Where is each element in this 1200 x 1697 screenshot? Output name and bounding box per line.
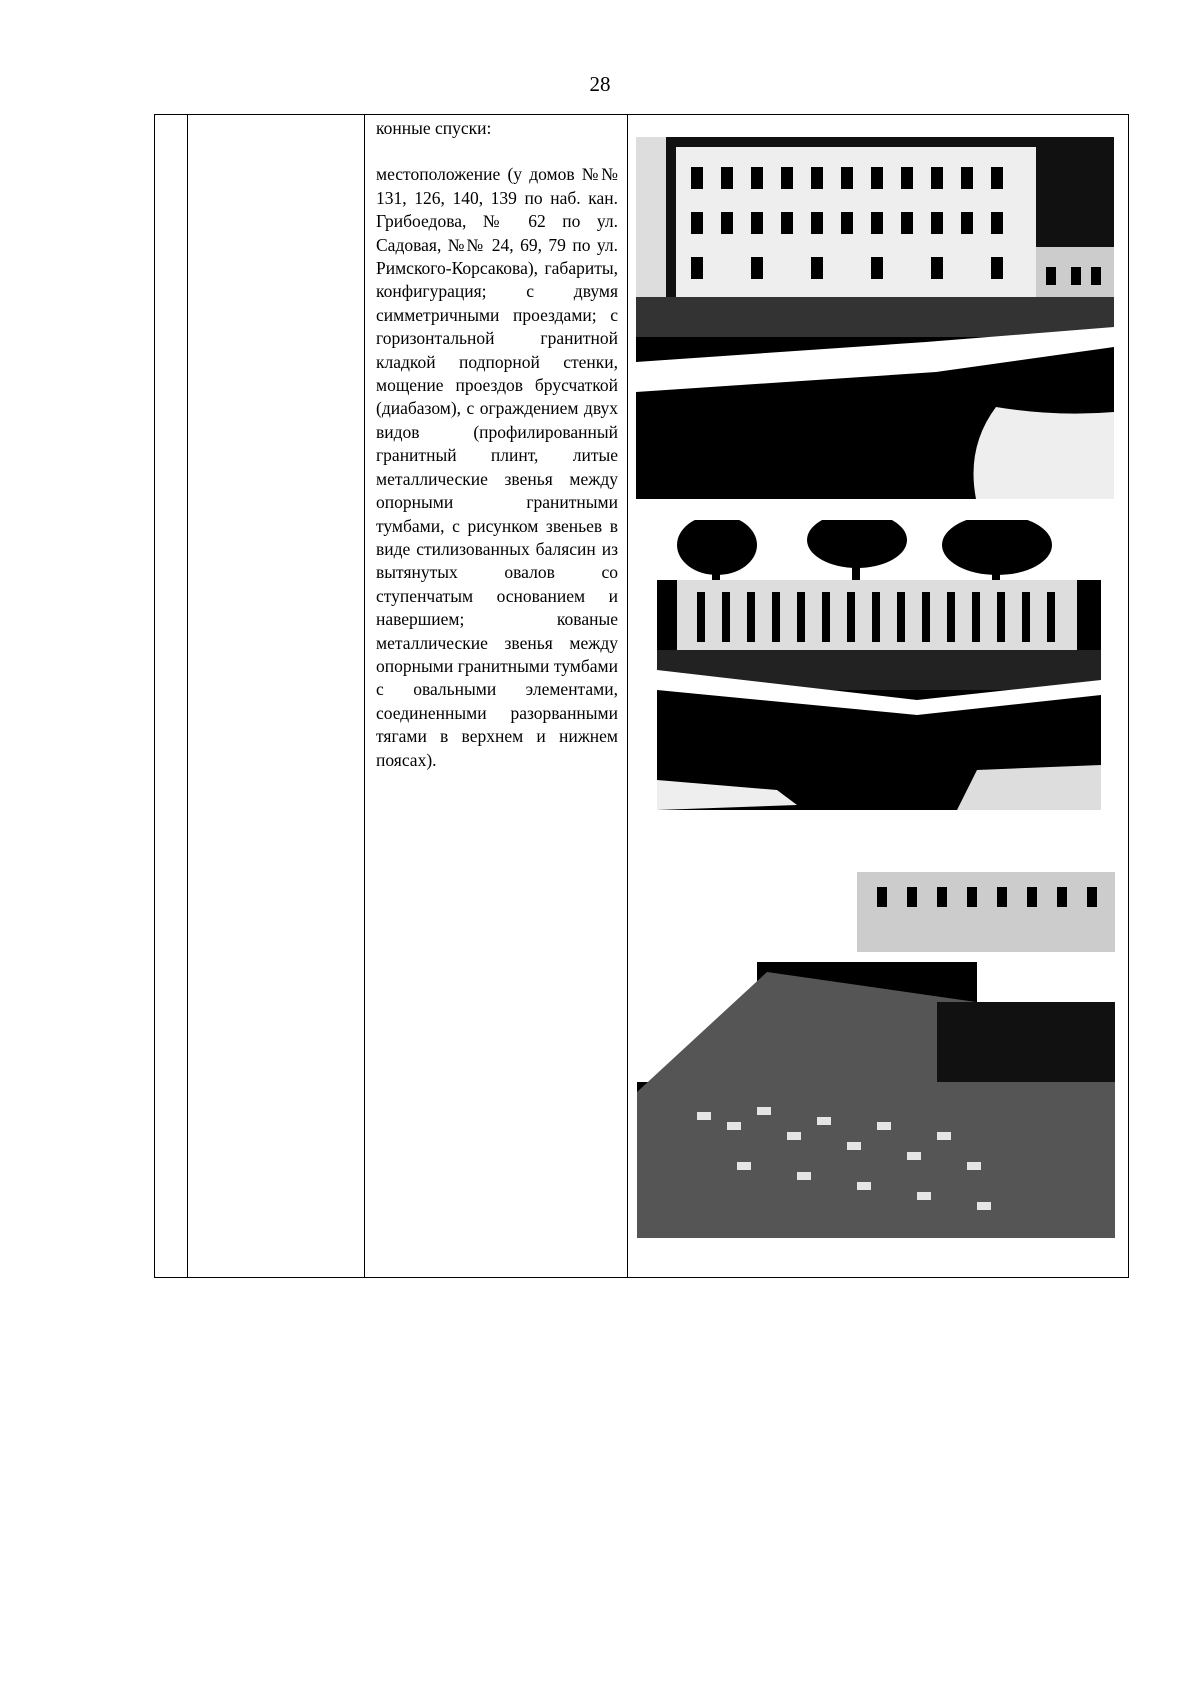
description-cell: [376, 117, 618, 772]
column-divider-1: [187, 115, 188, 1277]
photo-buildings: [636, 137, 1114, 499]
description-text: местоположение (у домов №№ 131, 126, 140, 139 по наб. кан. Грибоедова, № 62 по ул. Садовая, №№ 24, 69, 79 по ул. Римского-Корсакова), габариты, конфигурация; с двумя симметричными проездами; с горизонтальной гранитной кладкой подпорной стенки, мощение проездов брусчаткой (диабазом), с ограждением двух видов (профилированный гранитный плинт, литые металлические звенья между опорными гранитными тумбами, с рисунком звеньев в виде стилизованных балясин из вытянутых овалов со ступенчатым основанием и навершием; кованые металлические звенья между опорными гранитными тумбами с овальными элементами, соединенными разорванными тягами в верхнем и нижнем поясах).: [376, 164, 618, 770]
column-divider-2: [364, 115, 365, 1277]
intro-text: конные спуски:: [376, 118, 492, 138]
page-number: 28: [589, 72, 611, 96]
document-table: [154, 114, 1129, 1278]
column-divider-3: [627, 115, 628, 1277]
photo-parapet: [657, 520, 1101, 810]
photo-cobbled-ramp: [637, 872, 1115, 1238]
